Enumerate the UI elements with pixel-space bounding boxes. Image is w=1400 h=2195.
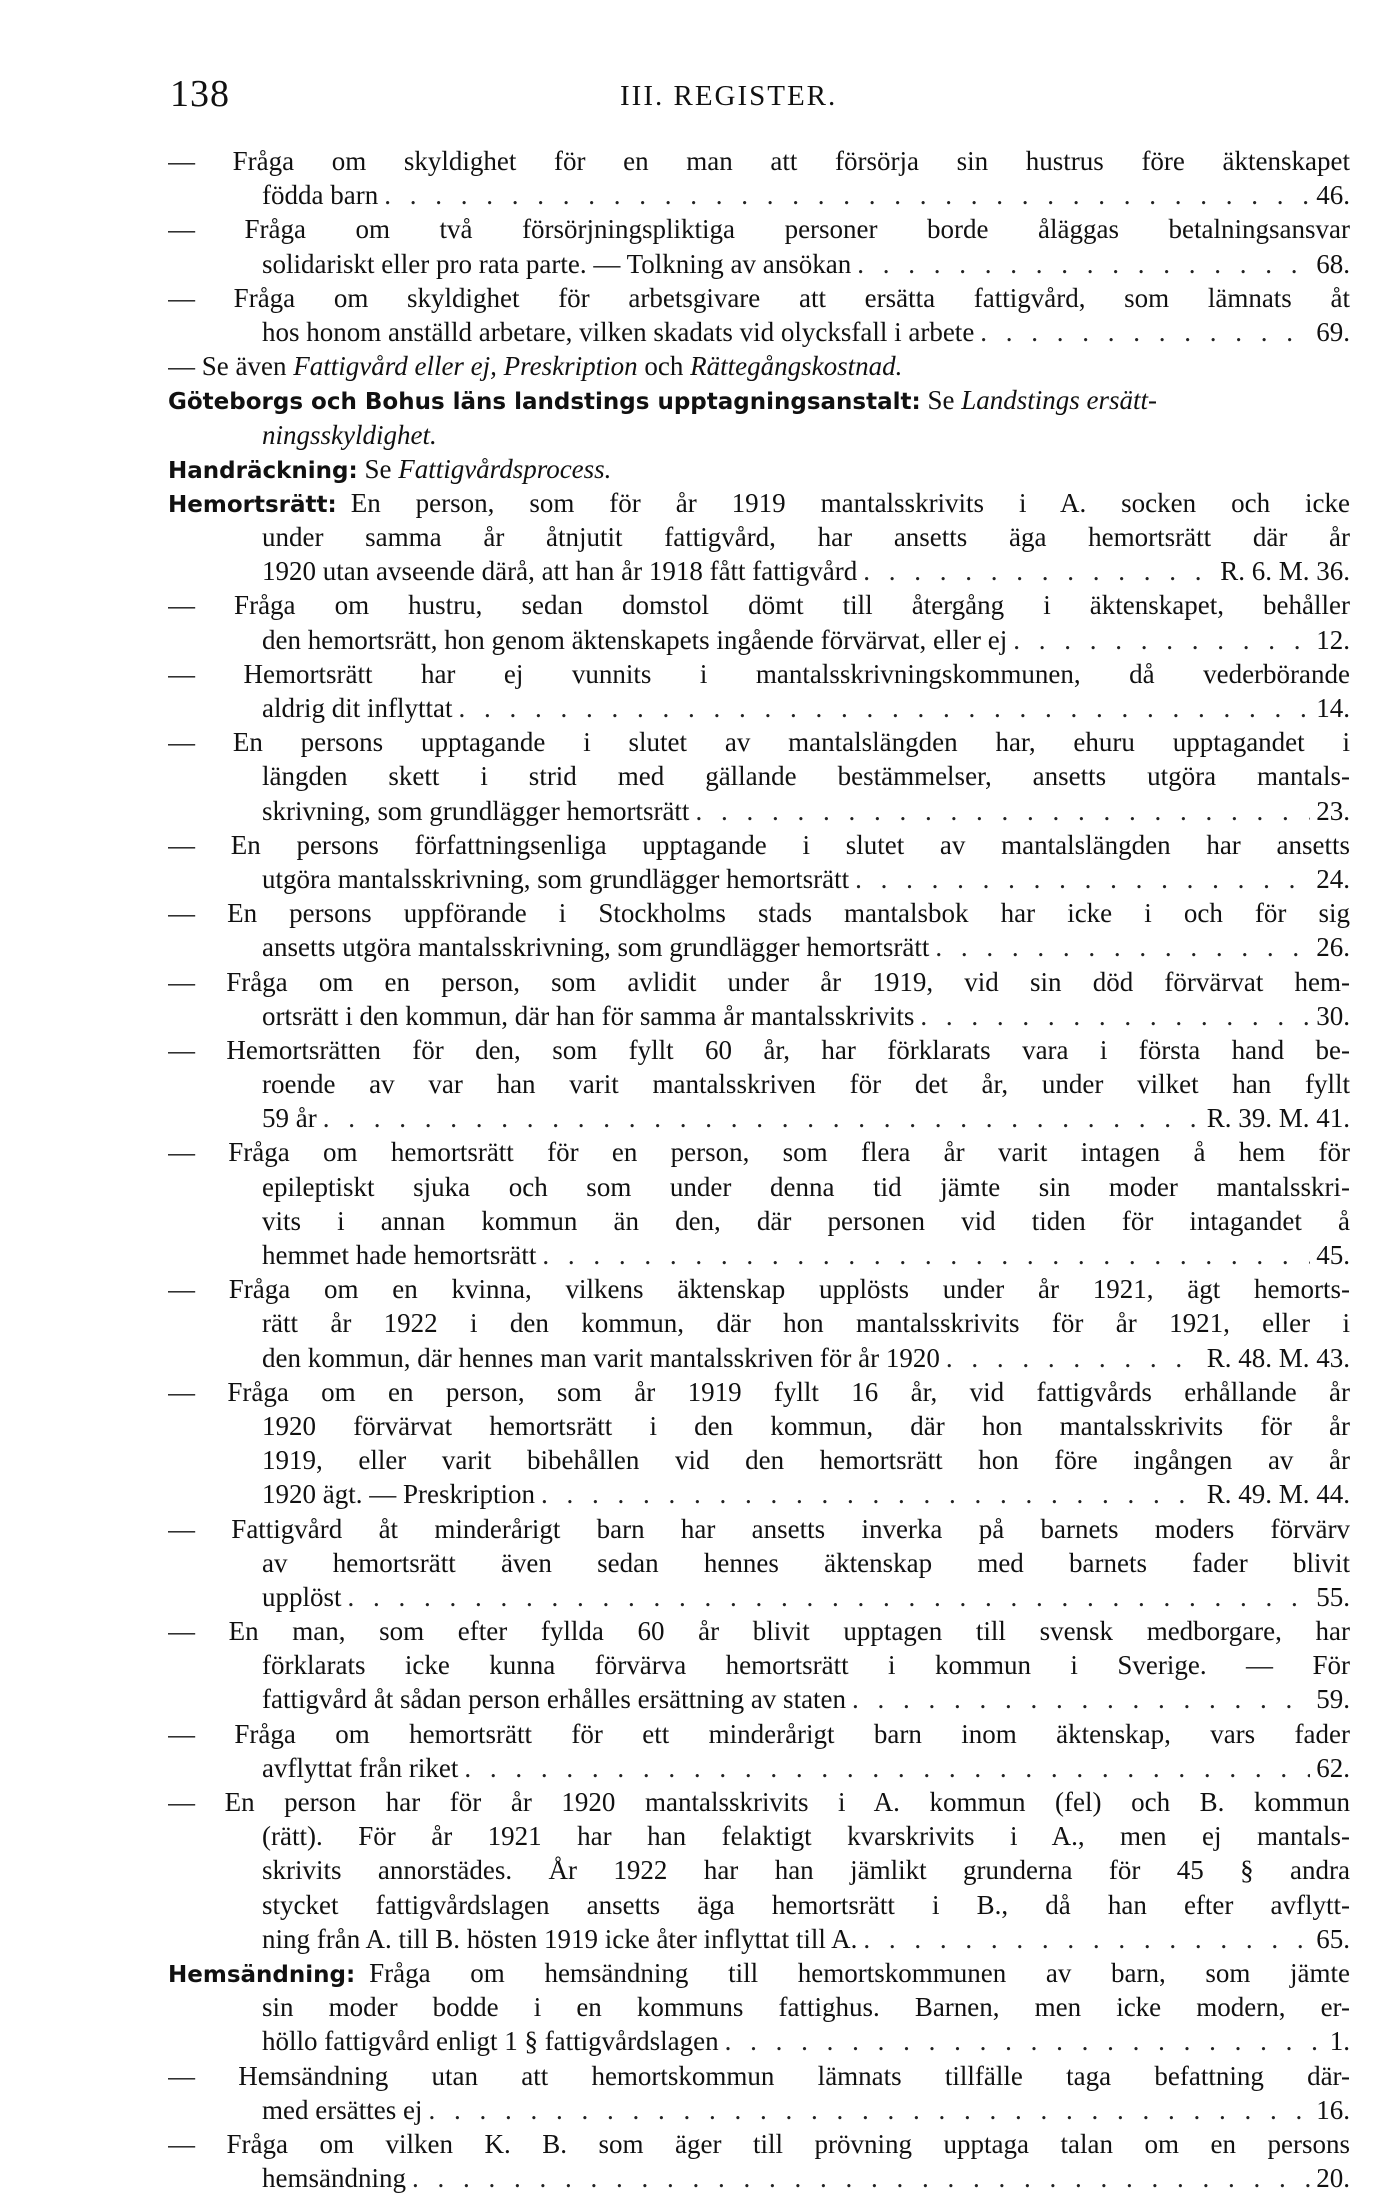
entry-last-line [168,2024,1350,2058]
entry-line: av hemortsrätt även sedan hennes äktenskap med barnets fader blivit [262,1547,1350,1578]
dot-leader [863,554,1214,588]
dot-leader [935,930,1310,964]
dot-leader [541,1477,1201,1511]
page-reference: R. 39. M. 41. [1206,1103,1350,1134]
entry-last-line [168,1341,1350,1375]
index-entry [168,896,1350,964]
entry-line-text: solidariskt eller pro rata parte. — Tolkning av ansökan [262,248,852,279]
entry-line: — En persons upptagande i slutet av mantalslängden har, ehuru upptagandet i [168,727,1350,758]
index-heading-entry [168,452,1350,486]
index-entry [168,1785,1350,1956]
entry-line: — Fråga om en person, som år 1919 fyllt 16 år, vid fattigvårds erhållande år [168,1376,1350,1407]
dot-leader [348,1580,1311,1614]
index-entry [168,2127,1350,2195]
entry-line [168,383,1350,417]
see-last-term: Rättegångskostnad. [690,351,903,382]
index-entry [168,1135,1350,1272]
dot-leader [852,1682,1310,1716]
dot-leader [384,178,1310,212]
dot-leader [1013,623,1310,657]
dot-leader [323,1101,1201,1135]
entry-last-line [168,691,1350,725]
entry-line: — Fråga om skyldighet för en man att försörja sin hustrus före äktenskapet [168,146,1350,176]
entry-line-text: avflyttat från riket [262,1752,459,1783]
entry-heading: Hemsändning: [168,1961,356,1988]
see-term: Landstings ersätt- [961,385,1157,416]
dot-leader [458,691,1310,725]
entry-last-line [168,794,1350,828]
dot-leader [695,794,1310,828]
entry-last-line [168,247,1350,281]
entry-line-text: upplöst [262,1581,342,1612]
entry-last-line [168,1922,1350,1956]
page-reference: R. 48. M. 43. [1206,1342,1350,1373]
entry-line: roende av var han varit mantalsskriven för det år, under vilket han fyllt [262,1069,1350,1100]
entry-line: stycket fattigvårdslagen ansetts äga hemortsrätt i B., då han efter avflytt- [262,1889,1350,1920]
page-reference: 45. [1316,1240,1350,1270]
entry-line-text: födda barn [262,180,379,211]
entry-last-line [168,1238,1350,1272]
entry-last-line [168,2161,1350,2195]
entry-line [168,1956,1350,1990]
page-header [170,72,1350,132]
entry-line-text: En person, som för år 1919 mantalsskrivits i A. socken och icke [350,487,1350,518]
dot-leader [857,247,1310,281]
entry-last-line [168,1751,1350,1785]
entry-line: — Fråga om en person, som avlidit under år 1919, vid sin död förvärvat hem- [168,966,1350,997]
entry-line: vits i annan kommun än den, där personen vid tiden för intagandet å [262,1205,1350,1236]
dot-leader [412,2161,1310,2195]
entry-heading: Handräckning: [168,457,358,484]
entry-line [168,486,1350,520]
dot-leader [428,2093,1310,2127]
entry-line: 1920 förvärvat hemortsrätt i den kommun, där hon mantalsskrivits för år [262,1410,1350,1441]
entry-line: — Fråga om vilken K. B. som äger till prövning upptaga talan om en persons [168,2128,1350,2159]
index-entry [168,657,1350,725]
see-term: Fattigvårdsprocess. [398,453,612,484]
entry-line: — Hemsändning utan att hemortskommun lämnats tillfälle taga befattning där- [168,2060,1350,2091]
entry-line-text: ning från A. till B. hösten 1919 icke åter inflyttat till A. [262,1923,858,1954]
entry-line: — En man, som efter fyllda 60 år blivit upptagen till svensk medborgare, har [168,1616,1350,1647]
entry-line-text: aldrig dit inflyttat [262,693,453,723]
entry-last-line [168,1580,1350,1614]
see-prefix: Se [927,385,955,416]
page-reference: 1. [1329,2026,1350,2057]
dot-leader [863,1922,1310,1956]
dot-leader [725,2024,1324,2058]
entry-line-text: skrivning, som grundlägger hemortsrätt [262,795,690,826]
entry-line: skrivits annorstädes. År 1922 har han jämlikt grunderna för 45 § andra [262,1855,1350,1886]
entry-line-text: 59 år [262,1103,317,1134]
page-reference: 59. [1316,1684,1350,1715]
entry-line-text: hemmet hade hemortsrätt [262,1240,537,1270]
register-entries [168,144,1350,2195]
dot-leader [464,1751,1310,1785]
entry-last-line [168,1101,1350,1135]
index-entry [168,281,1350,349]
page-reference: 46. [1316,180,1350,211]
page-reference: 26. [1316,932,1350,963]
entry-line: 1919, eller varit bibehållen vid den hemortsrätt hon före ingången av år [262,1445,1350,1476]
entry-line: — Hemortsrätt har ej vunnits i mantalsskrivningskommunen, då vederbörande [168,658,1350,689]
see-and: och [644,351,684,382]
see-prefix: Se [364,453,392,484]
dot-leader [980,315,1310,349]
index-heading-entry [168,486,1350,589]
dot-leader [855,862,1310,896]
entry-line-text: hemsändning [262,2163,406,2194]
entry-last-line [168,930,1350,964]
index-entry [168,1512,1350,1615]
page-reference: 65. [1316,1923,1350,1954]
page-reference: 12. [1316,624,1350,655]
index-entry [168,1717,1350,1785]
page-reference: R. 49. M. 44. [1206,1479,1350,1510]
entry-line [168,418,1350,452]
index-heading-entry [168,1956,1350,2059]
index-entry [168,828,1350,896]
entry-line: — Fattigvård åt minderårigt barn har ansetts inverka på barnets moders förvärv [168,1513,1350,1544]
entry-heading: Hemortsrätt: [168,491,337,518]
entry-heading: Göteborgs och Bohus läns landstings upptagningsanstalt: [168,389,921,416]
entry-last-line [168,1477,1350,1511]
index-entry [168,725,1350,828]
index-entry [168,1272,1350,1375]
page-reference: 30. [1316,1000,1350,1031]
entry-line: under samma år åtnjutit fattigvård, har ansetts äga hemortsrätt där år [262,522,1350,553]
index-entry [168,144,1350,212]
entry-line-text: höllo fattigvård enligt 1 § fattigvårdslagen [262,2026,719,2057]
entry-line [168,452,1350,486]
page-reference: 69. [1316,316,1350,347]
entry-line: (rätt). För år 1921 har han felaktigt kvarskrivits i A., men ej mantals- [262,1821,1350,1852]
index-entry [168,588,1350,656]
running-title: III. REGISTER. [620,80,838,112]
page-reference: 14. [1316,693,1350,723]
entry-line: — En persons författningsenliga upptagande i slutet av mantalslängden har ansetts [168,829,1350,860]
page-reference: 16. [1316,2094,1350,2125]
entry-line: sin moder bodde i en kommuns fattighus. Barnen, men icke modern, er- [262,1992,1350,2023]
page-reference: 20. [1316,2163,1350,2194]
entry-last-line [168,1682,1350,1716]
entry-line: — Fråga om hemortsrätt för en person, som flera år varit intagen å hem för [168,1137,1350,1168]
entry-line-text: ortsrätt i den kommun, där han för samma år mantalsskrivits [262,1000,915,1031]
entry-last-line [168,2093,1350,2127]
page-reference: 24. [1316,863,1350,894]
index-entry [168,2059,1350,2127]
index-heading-entry [168,383,1350,451]
entry-line: — Fråga om skyldighet för arbetsgivare att ersätta fattigvård, som lämnats åt [168,282,1350,313]
entry-line-text: hos honom anställd arbetare, vilken skadats vid olycksfall i arbete [262,316,975,347]
see-prefix: — Se även [168,351,287,382]
entry-line: — Hemortsrätten för den, som fyllt 60 år, har förklarats vara i första hand be- [168,1034,1350,1065]
entry-line-text: den hemortsrätt, hon genom äktenskapets ingående förvärvat, eller ej [262,624,1008,655]
dot-leader [920,999,1310,1033]
see-also-entry [168,349,1350,383]
see-term-cont: ningsskyldighet. [262,419,437,450]
page-reference: 23. [1316,795,1350,826]
entry-line: längden skett i strid med gällande bestämmelser, ansetts utgöra mantals- [262,761,1350,792]
entry-last-line [168,554,1350,588]
entry-line-text: utgöra mantalsskrivning, som grundlägger hemortsrätt [262,863,850,894]
entry-line-text: fattigvård åt sådan person erhålles ersättning av staten [262,1684,847,1715]
entry-line [168,349,1350,383]
index-entry [168,1375,1350,1512]
entry-last-line [168,862,1350,896]
entry-line-text: 1920 ägt. — Preskription [262,1479,535,1510]
page-reference: 62. [1316,1752,1350,1783]
dot-leader [946,1341,1201,1375]
entry-line-text: 1920 utan avseende därå, att han år 1918 fått fattigvård [262,556,858,587]
index-entry [168,1614,1350,1717]
entry-last-line [168,315,1350,349]
entry-line: — Fråga om två försörjningspliktiga personer borde åläggas betalningsansvar [168,214,1350,245]
entry-last-line [168,623,1350,657]
entry-line: epileptiskt sjuka och som under denna tid jämte sin moder mantalsskri- [262,1171,1350,1202]
page-number: 138 [170,73,230,115]
entry-line: — Fråga om hemortsrätt för ett minderårigt barn inom äktenskap, vars fader [168,1718,1350,1749]
page-reference: 55. [1316,1581,1350,1612]
entry-line-text: med ersättes ej [262,2094,423,2125]
page-reference: R. 6. M. 36. [1220,556,1350,587]
entry-line: — En person har för år 1920 mantalsskrivits i A. kommun (fel) och B. kommun [168,1787,1350,1817]
entry-line: — Fråga om hustru, sedan domstol dömt till återgång i äktenskapet, behåller [168,590,1350,621]
entry-line-text: den kommun, där hennes man varit mantalsskriven för år 1920 [262,1342,940,1373]
index-entry [168,212,1350,280]
entry-line: förklarats icke kunna förvärva hemortsrätt i kommun i Sverige. — För [262,1650,1350,1681]
see-terms: Fattigvård eller ej, Preskription [293,351,638,382]
entry-line-text: Fråga om hemsändning till hemortskommunen av barn, som jämte [369,1957,1350,1988]
entry-line: — En persons uppförande i Stockholms stads mantalsbok har icke i och för sig [168,898,1350,929]
entry-line-text: ansetts utgöra mantalsskrivning, som grundlägger hemortsrätt [262,932,930,963]
entry-line: rätt år 1922 i den kommun, där hon mantalsskrivits för år 1921, eller i [262,1308,1350,1339]
dot-leader [542,1238,1310,1272]
entry-last-line [168,178,1350,212]
index-entry [168,1033,1350,1136]
page-reference: 68. [1316,248,1350,279]
entry-last-line [168,999,1350,1033]
index-entry [168,965,1350,1033]
entry-line: — Fråga om en kvinna, vilkens äktenskap upplösts under år 1921, ägt hemorts- [168,1274,1350,1305]
